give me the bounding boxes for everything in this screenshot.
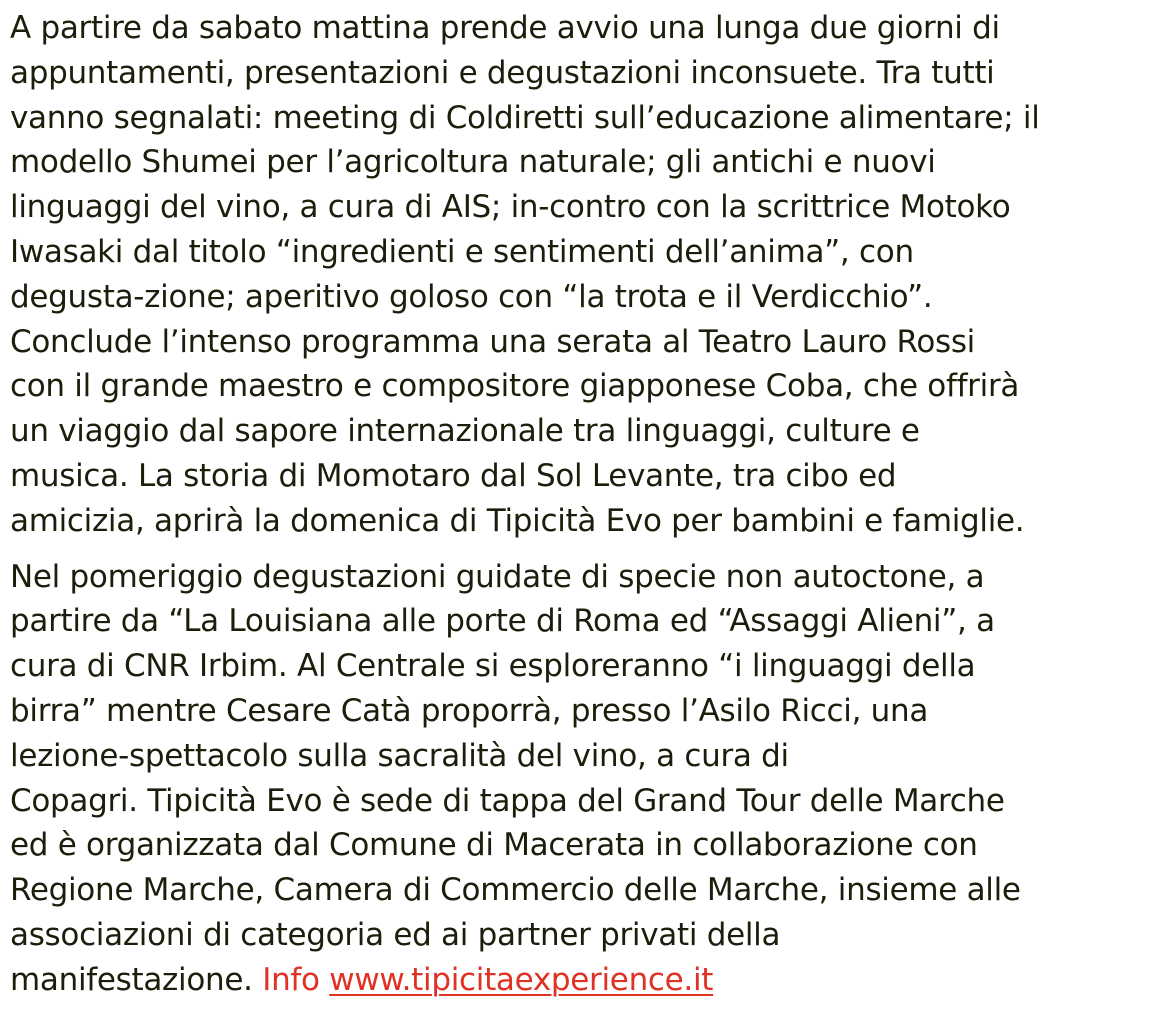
text-line: birra” mentre Cesare Catà proporrà, presso l’Asilo Ricci, una — [10, 692, 929, 729]
text-line: A partire da sabato mattina prende avvio una lunga due giorni di — [10, 10, 1000, 46]
text-line: un viaggio dal sapore internazionale tra linguaggi, culture e — [10, 413, 920, 450]
website-link[interactable]: www.tipicitaexperience.it — [329, 961, 714, 998]
text-line: vanno segnalati: meeting di Coldiretti sull’educazione alimentare; il — [10, 99, 1040, 136]
text-line: associazioni di categoria ed ai partner privati della — [10, 916, 781, 953]
text-line: appuntamenti, presentazioni e degustazioni inconsuete. Tra tutti — [10, 54, 995, 91]
text-line: ed è organizzata dal Comune di Macerata in collaborazione con — [10, 827, 978, 864]
text-line-final — [10, 958, 1144, 1003]
text-line: linguaggi del vino, a cura di AIS; in-contro con la scrittrice Motoko — [10, 189, 1011, 226]
text-line: Iwasaki dal titolo “ingredienti e sentimenti dell’anima”, con — [10, 233, 914, 270]
text-line: cura di CNR Irbim. Al Centrale si esploreranno “i linguaggi della — [10, 648, 976, 685]
text-line: Copagri. Tipicità Evo è sede di tappa del Grand Tour delle Marche — [10, 782, 1005, 819]
article-paragraph-2 — [10, 555, 1144, 1003]
text-line: degusta-zione; aperitivo goloso con “la trota e il Verdicchio”. — [10, 278, 933, 315]
final-line-text: manifestazione. — [10, 961, 253, 998]
text-line: Regione Marche, Camera di Commercio delle Marche, insieme alle — [10, 872, 1021, 909]
text-line: lezione-spettacolo sulla sacralità del vino, a cura di — [10, 737, 789, 774]
text-line: musica. La storia di Momotaro dal Sol Levante, tra cibo ed — [10, 457, 897, 494]
article-paragraph-1 — [10, 6, 1144, 544]
text-line: amicizia, aprirà la domenica di Tipicità Evo per bambini e famiglie. — [10, 502, 1025, 539]
text-line: con il grande maestro e compositore giapponese Coba, che offrirà — [10, 368, 1020, 405]
info-label: Info — [262, 961, 320, 998]
text-line: Nel pomeriggio degustazioni guidate di specie non autoctone, a — [10, 558, 985, 595]
text-line: modello Shumei per l’agricoltura naturale; gli antichi e nuovi — [10, 144, 936, 181]
text-line: Conclude l’intenso programma una serata al Teatro Lauro Rossi — [10, 323, 975, 360]
text-line: partire da “La Louisiana alle porte di Roma ed “Assaggi Alieni”, a — [10, 603, 995, 640]
